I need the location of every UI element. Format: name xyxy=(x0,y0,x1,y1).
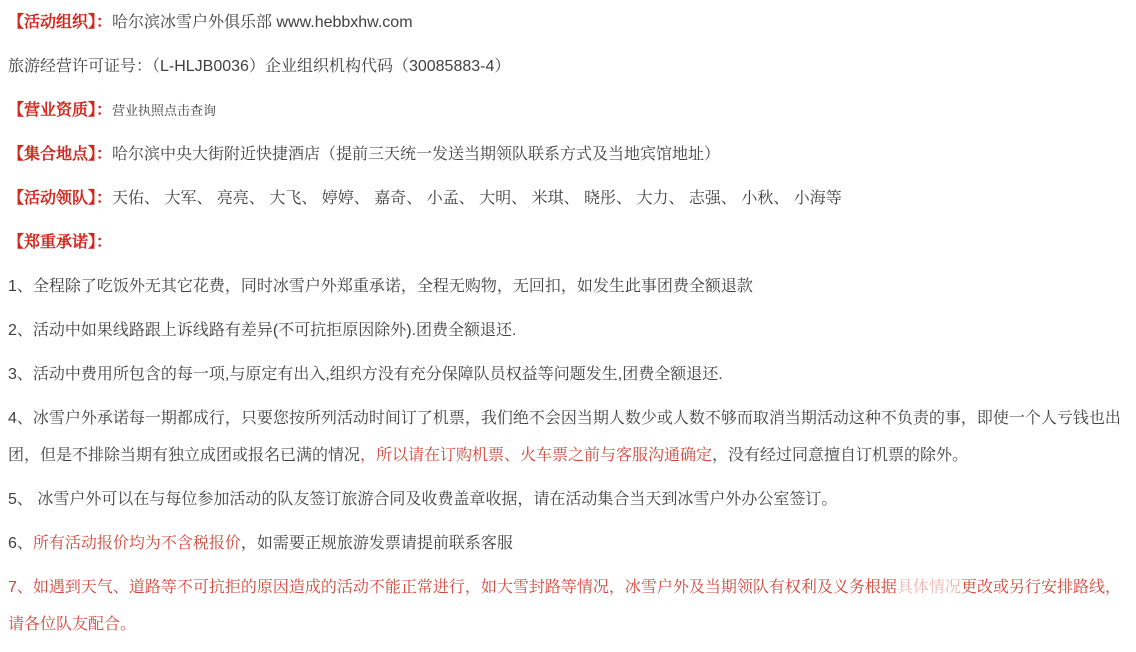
leaders-row xyxy=(8,180,1128,217)
item-number: 6、 xyxy=(8,535,33,552)
item-text: 如遇到天气、道路等不可抗拒的原因造成的活动不能正常进行，如大雪封路等情况，冰雪户外及当期领队有权利及义务根据 xyxy=(32,579,897,596)
meeting-value: 哈尔滨中央大街附近快捷酒店（提前三天统一发送当期领队联系方式及当地宾馆地址） xyxy=(112,146,721,163)
item-text: 全程除了吃饭外无其它花费，同时冰雪户外郑重承诺，全程无购物，无回扣，如发生此事团费全额退款 xyxy=(32,278,753,295)
license-row xyxy=(8,48,1128,85)
item-text: 冰雪户外承诺每一期都成行，只要您按所列活动时间订了机票，我们绝不会因当期人数少或人数不够而取消当期活动这种不负责的事，即使一个人亏钱也出团，但是不排除当期有独立成团或报名已满的情况 xyxy=(8,410,1121,464)
promise-item-5 xyxy=(8,481,1128,518)
promise-item-6 xyxy=(8,525,1128,562)
item-red-note: 所有活动报价均为不含税报价 xyxy=(32,535,241,552)
org-value: 哈尔滨冰雪户外俱乐部 www.hebbxhw.com xyxy=(112,14,413,31)
item-number: 4、 xyxy=(8,410,33,427)
item-number: 7、 xyxy=(8,579,33,596)
leaders-label: 【活动领队】： xyxy=(8,190,113,207)
promise-item-4 xyxy=(8,400,1128,474)
qualification-row xyxy=(8,92,1128,129)
promise-heading-label: 【郑重承诺】： xyxy=(8,234,113,251)
item-number: 3、 xyxy=(8,366,33,383)
promise-item-1 xyxy=(8,268,1128,305)
org-row xyxy=(8,4,1128,41)
qualification-label: 【营业资质】： xyxy=(8,102,113,119)
item-text-end: ，没有经过同意擅自订机票的除外。 xyxy=(712,447,969,464)
org-label: 【活动组织】： xyxy=(8,14,113,31)
item-text-end: ，如需要正规旅游发票请提前联系客服 xyxy=(240,535,513,552)
item-text: 冰雪户外可以在与每位参加活动的队友签订旅游合同及收费盖章收据，请在活动集合当天到冰雪户外办公室签订。 xyxy=(37,491,838,508)
item-number: 5、 xyxy=(8,491,38,508)
item-number: 2、 xyxy=(8,322,33,339)
meeting-label: 【集合地点】： xyxy=(8,146,113,163)
item-text: 活动中如果线路跟上诉线路有差异(不可抗拒原因除外).团费全额退还. xyxy=(32,322,517,339)
license-text: 旅游经营许可证号：（L-HLJB0036）企业组织机构代码（30085883-4） xyxy=(8,58,511,75)
meeting-row xyxy=(8,136,1128,173)
promise-heading-row xyxy=(8,224,1128,261)
promise-item-7 xyxy=(8,569,1128,643)
promise-item-3 xyxy=(8,356,1128,393)
business-license-link[interactable]: 营业执照点击查询 xyxy=(112,103,217,118)
item-text-faded: 具体情况 xyxy=(896,579,961,596)
leaders-value: 天佑、 大军、 亮亮、 大飞、 婷婷、 嘉奇、 小孟、 大明、 米琪、 晓彤、 大力、 志强、 小秋、 小海等 xyxy=(112,190,842,207)
item-text-end: 更改或另行安排路线，请各位队友配合。 xyxy=(8,579,1121,633)
item-text: 活动中费用所包含的每一项,与原定有出入,组织方没有充分保障队员权益等问题发生,团费全额退还. xyxy=(32,366,723,383)
item-red-note: ，所以请在订购机票、火车票之前与客服沟通确定 xyxy=(360,447,713,464)
promise-item-2 xyxy=(8,312,1128,349)
item-number: 1、 xyxy=(8,278,33,295)
